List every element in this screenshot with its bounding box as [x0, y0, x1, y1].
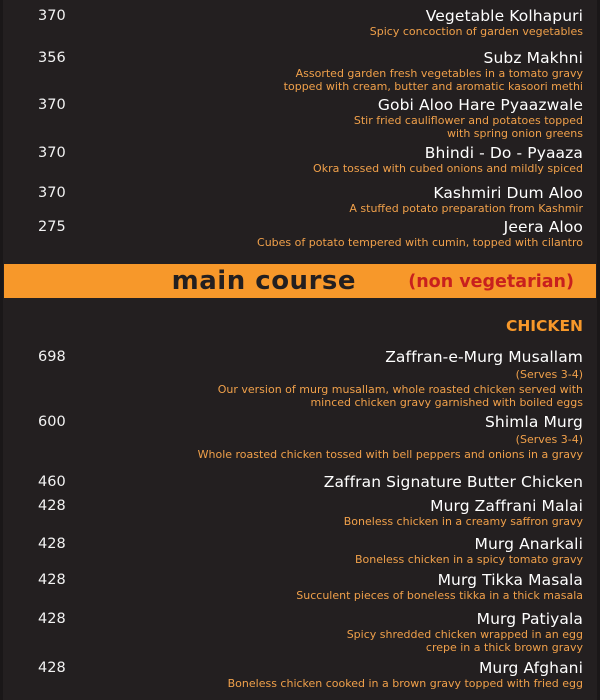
item-description: [370, 25, 583, 38]
item-description: [296, 589, 583, 602]
item-text: [347, 610, 583, 654]
item-description: [354, 114, 583, 140]
item-text: [198, 413, 583, 461]
item-price: 370: [38, 8, 66, 24]
section-header-bar: [4, 264, 596, 298]
section-subtitle: (non vegetarian): [408, 272, 574, 292]
item-price: 428: [38, 572, 66, 588]
item-text: [344, 497, 583, 528]
item-description: [284, 67, 583, 93]
description-line: Stir fried cauliflower and potatoes topped: [353, 114, 583, 127]
description-line: Whole roasted chicken tossed with bell peppers and onions in a gravy: [197, 448, 583, 461]
description-line: Our version of murg musallam, whole roasted chicken served with: [217, 383, 583, 396]
description-line: Boneless chicken in a creamy saffron gravy: [343, 515, 583, 528]
item-text: [355, 535, 583, 566]
item-name: Murg Anarkali: [474, 535, 583, 553]
description-line: Assorted garden fresh vegetables in a tomato gravy: [295, 67, 583, 80]
description-line: Succulent pieces of boneless tikka in a thick masala: [296, 589, 583, 602]
item-description: [344, 515, 583, 528]
item-text: [228, 659, 583, 690]
item-name: Zaffran Signature Butter Chicken: [323, 473, 583, 491]
description-line: Okra tossed with cubed onions and mildly spiced: [313, 162, 583, 175]
item-serves: (Serves 3-4): [515, 368, 583, 381]
item-text: [354, 96, 583, 140]
item-name: Murg Afghani: [478, 659, 583, 677]
description-line: Spicy concoction of garden vegetables: [369, 25, 583, 38]
description-line: crepe in a thick brown gravy: [425, 641, 583, 654]
item-text: [370, 7, 583, 38]
item-name: Jeera Aloo: [503, 218, 583, 236]
item-description: [347, 628, 583, 654]
item-description: [349, 202, 583, 215]
item-description: [198, 448, 583, 461]
item-name: Bhindi - Do - Pyaaza: [424, 144, 583, 162]
description-line: A stuffed potato preparation from Kashmir: [349, 202, 583, 215]
item-text: [218, 348, 583, 409]
item-price: 370: [38, 97, 66, 113]
item-price: 275: [38, 219, 66, 235]
item-description: [257, 236, 583, 249]
item-price: 370: [38, 185, 66, 201]
item-price: 460: [38, 474, 66, 490]
item-price: 428: [38, 498, 66, 514]
item-name: Gobi Aloo Hare Pyaazwale: [377, 96, 583, 114]
description-line: with spring onion greens: [446, 127, 583, 140]
item-name: Murg Tikka Masala: [437, 571, 583, 589]
item-name: Subz Makhni: [483, 49, 583, 67]
item-description: [355, 553, 583, 566]
item-price: 370: [38, 145, 66, 161]
item-name: Murg Zaffrani Malai: [430, 497, 583, 515]
item-name: Kashmiri Dum Aloo: [433, 184, 583, 202]
item-price: 600: [38, 414, 66, 430]
item-text: [257, 218, 583, 249]
item-price: 428: [38, 660, 66, 676]
item-price: 428: [38, 611, 66, 627]
item-price: 428: [38, 536, 66, 552]
description-line: Cubes of potato tempered with cumin, topped with cilantro: [257, 236, 583, 249]
item-description: [313, 162, 583, 175]
item-price: 356: [38, 50, 66, 66]
description-line: Spicy shredded chicken wrapped in an egg: [346, 628, 583, 641]
description-line: minced chicken gravy garnished with boiled eggs: [310, 396, 583, 409]
item-text: [296, 571, 583, 602]
description-line: Boneless chicken in a spicy tomato gravy: [354, 553, 583, 566]
description-line: topped with cream, butter and aromatic kasoori methi: [283, 80, 583, 93]
section-title: main course: [171, 266, 356, 296]
category-heading-chicken: CHICKEN: [505, 317, 583, 335]
item-price: 698: [38, 349, 66, 365]
item-name: Shimla Murg: [484, 413, 583, 431]
item-text: [313, 144, 583, 175]
item-name: Vegetable Kolhapuri: [425, 7, 583, 25]
item-name: Zaffran-e-Murg Musallam: [385, 348, 583, 366]
item-text: [284, 49, 583, 93]
item-description: [218, 383, 583, 409]
item-serves: (Serves 3-4): [515, 433, 583, 446]
item-text: [324, 473, 583, 491]
item-name: Murg Patiyala: [476, 610, 583, 628]
item-description: [228, 677, 583, 690]
item-text: [349, 184, 583, 215]
description-line: Boneless chicken cooked in a brown gravy topped with fried egg: [227, 677, 583, 690]
